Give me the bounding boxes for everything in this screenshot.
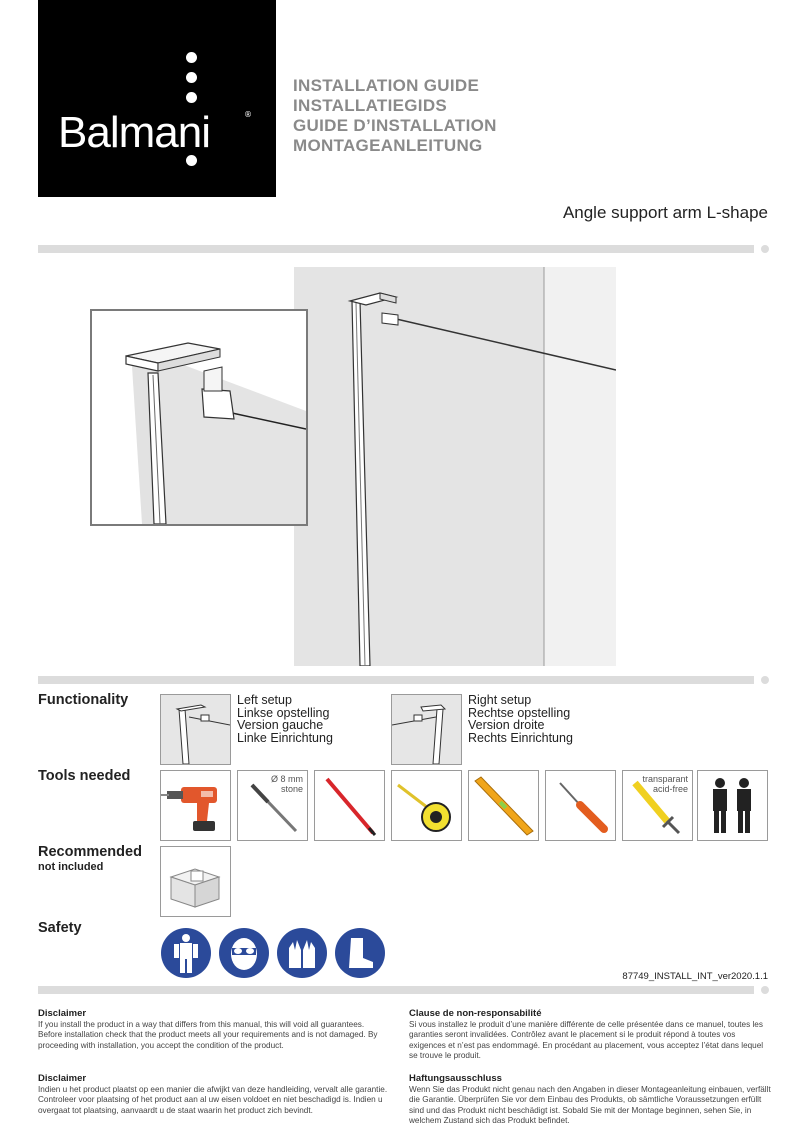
left-setup-thumbnail [160, 694, 231, 765]
disclaimer-en-text: If you install the product in a way that differs from this manual, this will void all guarantees. Before installation check that the product meets all your requirements and is not damaged. By proceeding with installation, you accept the condition of the product. [38, 1020, 378, 1050]
right-setup-fr: Version droite [468, 718, 545, 732]
right-setup-thumbnail [391, 694, 462, 765]
drill-bit-icon [237, 770, 308, 841]
right-setup-de: Rechts Einrichtung [468, 730, 573, 745]
disclaimer-nl [38, 1073, 388, 1116]
recommended-subheading: not included [38, 861, 104, 873]
divider-dot [761, 245, 769, 253]
safety-boots-icon [335, 928, 385, 978]
logo-dot [186, 72, 197, 83]
disclaimer-en [38, 1008, 388, 1051]
disclaimer-fr-title: Clause de non-responsabilité [409, 1008, 542, 1019]
face-protection-icon [219, 928, 269, 978]
disclaimer-nl-title: Disclaimer [38, 1073, 87, 1084]
disclaimer-nl-text: Indien u het product plaatst op een manier die afwijkt van deze handleiding, vervalt alle garantie. Controleer voor plaatsing of het product aan al uw eisen voldoet en niet beschadigd is. Indien u overgaat tot plaatsing, aanvaardt u de staat waarin het product zich bevindt. [38, 1085, 388, 1115]
guide-title-en: INSTALLATION GUIDE [293, 76, 480, 95]
protective-suit-icon [161, 928, 211, 978]
divider-dot [761, 676, 769, 684]
logo-dot [186, 52, 197, 63]
guide-title-nl: INSTALLATIEGIDS [293, 96, 448, 115]
disclaimer-de-text: Wenn Sie das Produkt nicht genau nach den Angaben in dieser Montageanleitung einbauen, verfällt die Garantie. Überprüfen Sie vor dem Einbau des Produkts, ob sämtliche Voraussetzungen erfüllt sind und das Produkt nicht beschädigt ist. Sobald Sie mit der Montage beginnen, sehen Sie, in welchem Zustand sich das Produkt befindet. [409, 1085, 771, 1125]
caulk-label: transparant acid-free [642, 774, 688, 794]
tape-measure-icon [391, 770, 462, 841]
functionality-heading: Functionality [38, 692, 129, 708]
right-setup-en: Right setup [468, 693, 532, 707]
pencil-icon [314, 770, 385, 841]
guide-title-fr: GUIDE D’INSTALLATION [293, 116, 497, 135]
spacer-block-icon [160, 846, 231, 917]
divider-rule [38, 245, 754, 253]
drill-icon [160, 770, 231, 841]
disclaimer-de-title: Haftungsausschluss [409, 1073, 502, 1084]
left-setup-nl: Linkse opstelling [237, 705, 330, 720]
screwdriver-icon [545, 770, 616, 841]
disclaimer-de [409, 1073, 771, 1126]
brand-registered-mark: ® [244, 110, 252, 119]
left-setup-label [237, 694, 333, 744]
right-setup-label [468, 694, 573, 744]
disclaimer-fr [409, 1008, 771, 1061]
divider-rule [38, 986, 754, 994]
disclaimer-en-title: Disclaimer [38, 1008, 87, 1019]
caulk-gun-icon [622, 770, 693, 841]
guide-title-de: MONTAGEANLEITUNG [293, 136, 483, 155]
brand-name: Balmani [58, 108, 210, 157]
tools-needed-heading: Tools needed [38, 768, 131, 784]
divider-rule [38, 676, 754, 684]
recommended-heading: Recommended [38, 844, 142, 860]
left-setup-en: Left setup [237, 693, 292, 707]
brand-logo [38, 0, 276, 197]
drill-bit-label: Ø 8 mm stone [270, 774, 303, 794]
left-setup-de: Linke Einrichtung [237, 730, 333, 745]
detail-inset [90, 309, 308, 526]
document-reference: 87749_INSTALL_INT_ver2020.1.1 [622, 971, 768, 982]
two-persons-icon [697, 770, 768, 841]
logo-dot [186, 92, 197, 103]
spirit-level-icon [468, 770, 539, 841]
safety-heading: Safety [38, 920, 82, 936]
gloves-icon [277, 928, 327, 978]
product-title: Angle support arm L-shape [562, 203, 768, 222]
installation-illustration [294, 267, 616, 666]
left-setup-fr: Version gauche [237, 718, 324, 732]
right-setup-nl: Rechtse opstelling [468, 705, 571, 720]
divider-dot [761, 986, 769, 994]
disclaimer-fr-text: Si vous installez le produit d’une manière différente de celle présentée dans ce manuel, toutes les garanties seront invalidées. Contrôlez avant le placement si le produit répond à toutes vos exigences et n’est pas endommagé. En procédant au placement, vous acceptez l’état dans lequel se trouve le produit. [409, 1020, 764, 1060]
